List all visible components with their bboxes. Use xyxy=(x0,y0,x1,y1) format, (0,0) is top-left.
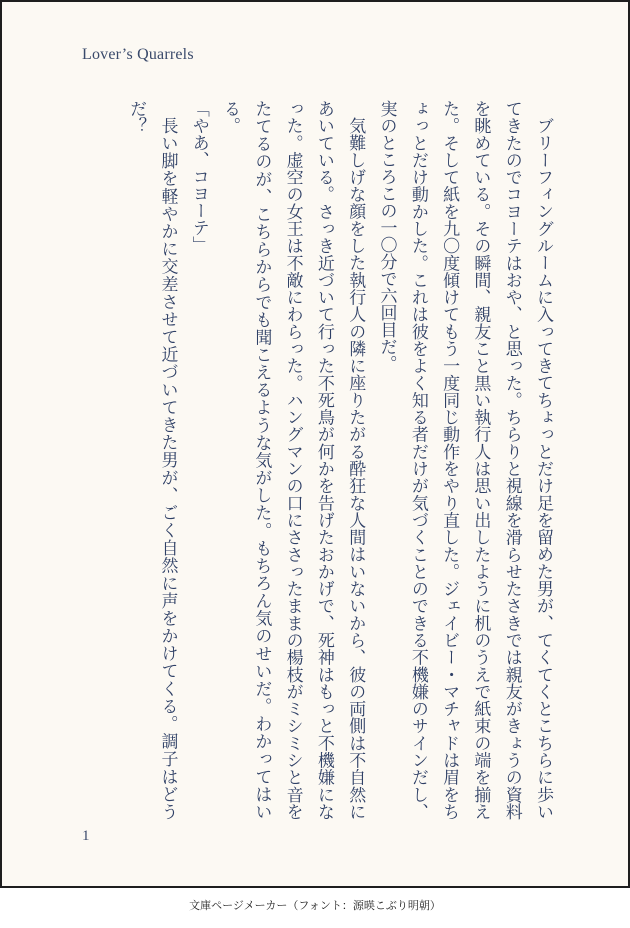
paragraph-3-dialogue: 「やあ、コヨーテ」 xyxy=(188,100,209,253)
page-header-title: Lover’s Quarrels xyxy=(82,46,194,63)
paragraph-2: 気難しげな顔をした執行人の隣に座りたがる酔狂な人間はいないから、彼の両側は不自然にあいている。さっき近づいて行った不死鳥が何かを告げたおかげで、死神はもっと不機嫌になった。虚空の女王は不敵にわらった。ハングマンの口にささったままの楊枝がミシミシと音をたてるのが、こちらからでも聞こえるような気がした。もちろん気のせいだ。わかってはいる。 xyxy=(220,100,366,820)
footer-credit: 文庫ページメーカー（フォント：源暎こぶり明朝） xyxy=(189,899,441,912)
vertical-text-body xyxy=(78,100,558,820)
paragraph-1: ブリーフィングルームに入ってきてちょっとだけ足を留めた男が、てくてくとこちらに歩いてきたのでコヨーテはおや、と思った。ちらりと視線を滑らせたさきでは親友がきょうの資料を眺めている。その瞬間、親友こと黒い執行人は思い出したように机のうえで紙束の端を揃えた。そして紙を九〇度傾けてもう一度同じ動作をやり直した。ジェイビー・マチャドは眉をちょっとだけ動かした。これは彼をよく知る者だけが気づくことのできる不機嫌のサインだし、実のところこの一〇分で六回目だ。 xyxy=(376,100,553,820)
page-number: 1 xyxy=(82,828,90,844)
paragraph-4: 長い脚を軽やかに交差させて近づいてきた男が、ごく自然に声をかけてくる。調子はどうだ？ xyxy=(126,100,178,820)
